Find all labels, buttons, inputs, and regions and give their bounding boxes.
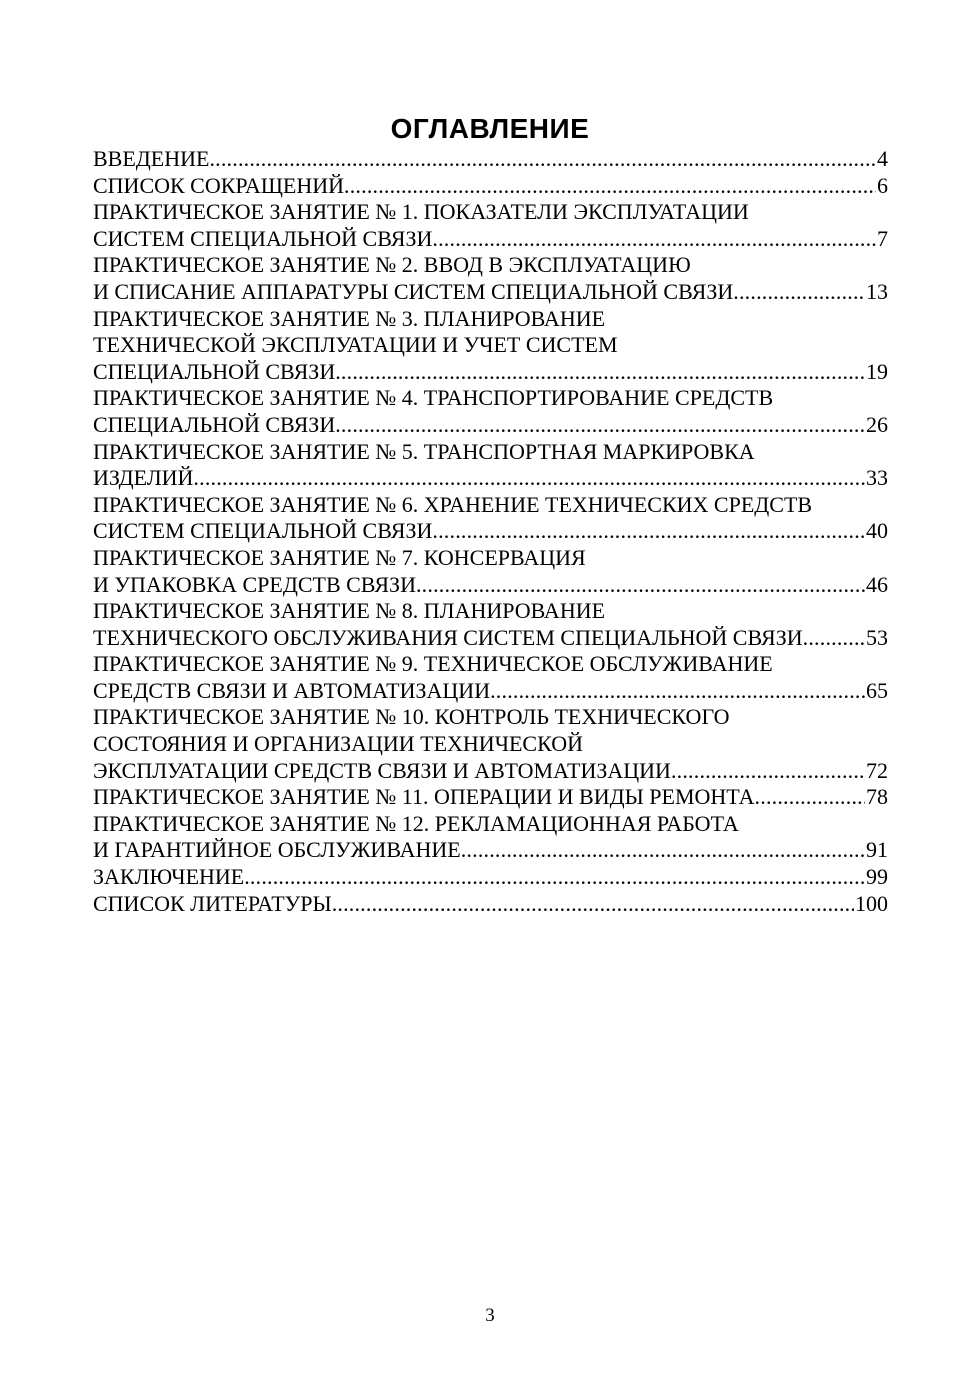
toc-entry-title-line: ТЕХНИЧЕСКОЙ ЭКСПЛУАТАЦИИ И УЧЕТ СИСТЕМ — [93, 332, 618, 358]
toc-entry-last-line — [93, 678, 888, 705]
toc-entry-title-line: СИСТЕМ СПЕЦИАЛЬНОЙ СВЯЗИ — [93, 225, 433, 251]
dot-leader — [335, 359, 865, 386]
toc-entry-page-number: 100 — [855, 890, 888, 916]
toc-entry-last-line — [93, 784, 888, 811]
toc-entry-title-line: ТЕХНИЧЕСКОГО ОБСЛУЖИВАНИЯ СИСТЕМ СПЕЦИАЛЬНОЙ СВЯЗИ — [93, 624, 803, 650]
toc-entry[interactable] — [93, 891, 888, 918]
dot-leader — [461, 837, 865, 864]
toc-entry-title-line: ПРАКТИЧЕСКОЕ ЗАНЯТИЕ № 8. ПЛАНИРОВАНИЕ — [93, 598, 606, 624]
dot-leader — [244, 864, 865, 891]
toc-entry[interactable] — [93, 252, 888, 305]
dot-leader — [755, 784, 865, 811]
dot-leader — [193, 465, 865, 492]
toc-entry-last-line — [93, 412, 888, 439]
toc-entry-last-line — [93, 279, 888, 306]
toc-entry-title-line: ПРАКТИЧЕСКОЕ ЗАНЯТИЕ № 1. ПОКАЗАТЕЛИ ЭКСПЛУАТАЦИИ — [93, 199, 749, 225]
toc-entry[interactable] — [93, 704, 888, 784]
toc-entry-title-line: СПЕЦИАЛЬНОЙ СВЯЗИ — [93, 358, 336, 384]
dot-leader — [733, 279, 865, 306]
toc-entry[interactable] — [93, 146, 888, 173]
toc-entry[interactable] — [93, 306, 888, 386]
toc-entry[interactable] — [93, 651, 888, 704]
toc-entry-title-line: СИСТЕМ СПЕЦИАЛЬНОЙ СВЯЗИ — [93, 518, 433, 544]
toc-entry-last-line — [93, 572, 888, 599]
toc-entry-last-line — [93, 359, 888, 386]
toc-entry-page-number: 26 — [866, 411, 888, 437]
toc-entry-page-number: 53 — [866, 624, 888, 650]
toc-entry-page-number: 6 — [877, 172, 888, 198]
toc-entry-page-number: 33 — [866, 465, 888, 491]
toc-entry-title-line: ПРАКТИЧЕСКОЕ ЗАНЯТИЕ № 9. ТЕХНИЧЕСКОЕ ОБСЛУЖИВАНИЕ — [93, 651, 773, 677]
dot-leader — [332, 891, 854, 918]
toc-entry-title-line: СОСТОЯНИЯ И ОРГАНИЗАЦИИ ТЕХНИЧЕСКОЙ — [93, 731, 584, 757]
page-number: 3 — [485, 1305, 495, 1326]
toc-entry-title-line: ПРАКТИЧЕСКОЕ ЗАНЯТИЕ № 11. ОПЕРАЦИИ И ВИДЫ РЕМОНТА — [93, 784, 755, 810]
toc-entry-title-line: И УПАКОВКА СРЕДСТВ СВЯЗИ — [93, 571, 416, 597]
toc-entry-page-number: 19 — [866, 358, 888, 384]
dot-leader — [432, 518, 865, 545]
toc-entry[interactable] — [93, 598, 888, 651]
dot-leader — [344, 173, 876, 200]
toc-entry[interactable] — [93, 173, 888, 200]
table-of-contents — [93, 146, 888, 917]
toc-entry[interactable] — [93, 545, 888, 598]
toc-entry-page-number: 99 — [866, 864, 888, 890]
toc-entry-page-number: 13 — [866, 278, 888, 304]
toc-entry-page-number: 7 — [877, 225, 888, 251]
dot-leader — [432, 226, 876, 253]
dot-leader — [416, 572, 865, 599]
dot-leader — [209, 146, 876, 173]
dot-leader — [335, 412, 865, 439]
toc-entry-title-line: СПИСОК СОКРАЩЕНИЙ — [93, 172, 345, 198]
toc-entry[interactable] — [93, 864, 888, 891]
toc-entry-title-line: СПЕЦИАЛЬНОЙ СВЯЗИ — [93, 411, 336, 437]
toc-entry-title-line: И СПИСАНИЕ АППАРАТУРЫ СИСТЕМ СПЕЦИАЛЬНОЙ СВЯЗИ — [93, 278, 734, 304]
toc-entry-last-line — [93, 146, 888, 173]
page-title: ОГЛАВЛЕНИЕ — [390, 112, 590, 144]
toc-entry-page-number: 46 — [866, 571, 888, 597]
toc-entry-last-line — [93, 173, 888, 200]
toc-entry-title-line: СРЕДСТВ СВЯЗИ И АВТОМАТИЗАЦИИ — [93, 677, 491, 703]
toc-entry[interactable] — [93, 492, 888, 545]
toc-entry-last-line — [93, 625, 888, 652]
toc-entry-last-line — [93, 226, 888, 253]
toc-entry[interactable] — [93, 385, 888, 438]
toc-entry-title-line: ИЗДЕЛИЙ — [93, 465, 194, 491]
toc-entry-last-line — [93, 891, 888, 918]
toc-entry[interactable] — [93, 784, 888, 811]
toc-entry-title-line: ПРАКТИЧЕСКОЕ ЗАНЯТИЕ № 3. ПЛАНИРОВАНИЕ — [93, 305, 606, 331]
toc-entry-title-line: ПРАКТИЧЕСКОЕ ЗАНЯТИЕ № 12. РЕКЛАМАЦИОННАЯ РАБОТА — [93, 810, 739, 836]
toc-entry-title-line: ЗАКЛЮЧЕНИЕ — [93, 864, 245, 890]
toc-entry-page-number: 40 — [866, 518, 888, 544]
toc-entry-title-line: ВВЕДЕНИЕ — [93, 146, 210, 171]
toc-entry[interactable] — [93, 439, 888, 492]
toc-entry-title-line: СПИСОК ЛИТЕРАТУРЫ — [93, 890, 332, 916]
toc-entry-page-number: 65 — [866, 677, 888, 703]
toc-entry-page-number: 78 — [866, 784, 888, 810]
toc-entry[interactable] — [93, 811, 888, 864]
toc-entry-title-line: ПРАКТИЧЕСКОЕ ЗАНЯТИЕ № 4. ТРАНСПОРТИРОВАНИЕ СРЕДСТВ — [93, 385, 774, 411]
toc-entry-title-line: ЭКСПЛУАТАЦИИ СРЕДСТВ СВЯЗИ И АВТОМАТИЗАЦИИ — [93, 757, 671, 783]
dot-leader — [803, 625, 865, 652]
toc-entry-last-line — [93, 518, 888, 545]
toc-entry-last-line — [93, 864, 888, 891]
toc-entry-last-line — [93, 837, 888, 864]
dot-leader — [490, 678, 865, 705]
toc-entry-page-number: 72 — [866, 757, 888, 783]
toc-entry-last-line — [93, 758, 888, 785]
toc-entry-title-line: ПРАКТИЧЕСКОЕ ЗАНЯТИЕ № 7. КОНСЕРВАЦИЯ — [93, 544, 586, 570]
toc-entry-page-number: 91 — [866, 837, 888, 863]
toc-entry-title-line: ПРАКТИЧЕСКОЕ ЗАНЯТИЕ № 2. ВВОД В ЭКСПЛУАТАЦИЮ — [93, 252, 691, 278]
toc-entry-title-line: ПРАКТИЧЕСКОЕ ЗАНЯТИЕ № 6. ХРАНЕНИЕ ТЕХНИЧЕСКИХ СРЕДСТВ — [93, 491, 813, 517]
toc-entry-page-number: 4 — [877, 146, 888, 171]
toc-entry-title-line: ПРАКТИЧЕСКОЕ ЗАНЯТИЕ № 5. ТРАНСПОРТНАЯ МАРКИРОВКА — [93, 438, 755, 464]
toc-entry[interactable] — [93, 199, 888, 252]
toc-entry-last-line — [93, 465, 888, 492]
toc-entry-title-line: И ГАРАНТИЙНОЕ ОБСЛУЖИВАНИЕ — [93, 837, 461, 863]
toc-entry-title-line: ПРАКТИЧЕСКОЕ ЗАНЯТИЕ № 10. КОНТРОЛЬ ТЕХНИЧЕСКОГО — [93, 704, 730, 730]
dot-leader — [671, 758, 865, 785]
